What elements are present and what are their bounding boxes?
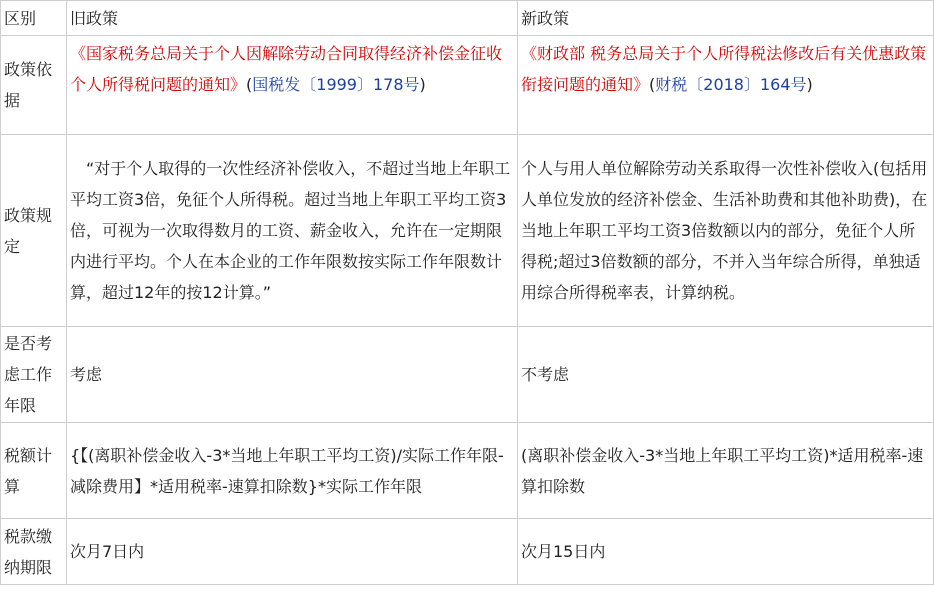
old-rule-cell: “对于个人取得的一次性经济补偿收入，不超过当地上年职工平均工资3倍，免征个人所得税。超过当地上年职工平均工资3倍，可视为一次取得数月的工资、薪金收入，允许在一定期限内进行平均。个人在本企业的工作年限数按实际工作年限数计算，超过12年的按12计算。” xyxy=(67,135,518,327)
paren-open: ( xyxy=(246,75,253,94)
old-basis-number-link[interactable]: 国税发〔1999〕178号 xyxy=(252,75,420,94)
new-basis-cell xyxy=(518,36,934,135)
row-label: 税额计算 xyxy=(1,423,67,519)
table-row xyxy=(1,135,934,327)
paren-open: ( xyxy=(649,75,656,94)
new-years-cell: 不考虑 xyxy=(518,327,934,423)
new-calc-cell: (离职补偿金收入-3*当地上年职工平均工资)*适用税率-速算扣除数 xyxy=(518,423,934,519)
row-label: 政策规定 xyxy=(1,135,67,327)
row-label: 税款缴纳期限 xyxy=(1,519,67,585)
new-basis-number-link[interactable]: 财税〔2018〕164号 xyxy=(655,75,807,94)
paren-close: ) xyxy=(419,75,426,94)
header-cell-new: 新政策 xyxy=(518,1,934,36)
table-row xyxy=(1,519,934,585)
paren-close: ) xyxy=(806,75,813,94)
header-cell-diff: 区别 xyxy=(1,1,67,36)
header-cell-old: 旧政策 xyxy=(67,1,518,36)
table-row xyxy=(1,327,934,423)
row-label: 政策依据 xyxy=(1,36,67,135)
old-basis-doc-link[interactable]: 《国家税务总局关于个人因解除劳动合同取得经济补偿金征收个人所得税问题的通知》 xyxy=(70,44,503,94)
old-basis-cell xyxy=(67,36,518,135)
old-calc-cell: {【(离职补偿金收入-3*当地上年职工平均工资)/实际工作年限-减除费用】*适用税率-速算扣除数}*实际工作年限 xyxy=(67,423,518,519)
old-years-cell: 考虑 xyxy=(67,327,518,423)
header-row xyxy=(1,1,934,36)
table-row xyxy=(1,423,934,519)
new-rule-cell: 个人与用人单位解除劳动关系取得一次性补偿收入(包括用人单位发放的经济补偿金、生活补助费和其他补助费)，在当地上年职工平均工资3倍数额以内的部分，免征个人所得税;超过3倍数额的部分，不并入当年综合所得，单独适用综合所得税率表，计算纳税。 xyxy=(518,135,934,327)
new-deadline-cell: 次月15日内 xyxy=(518,519,934,585)
row-label: 是否考虑工作年限 xyxy=(1,327,67,423)
old-deadline-cell: 次月7日内 xyxy=(67,519,518,585)
new-basis-doc-link[interactable]: 《财政部 税务总局关于个人所得税法修改后有关优惠政策衔接问题的通知》 xyxy=(521,44,927,94)
table-row xyxy=(1,36,934,135)
